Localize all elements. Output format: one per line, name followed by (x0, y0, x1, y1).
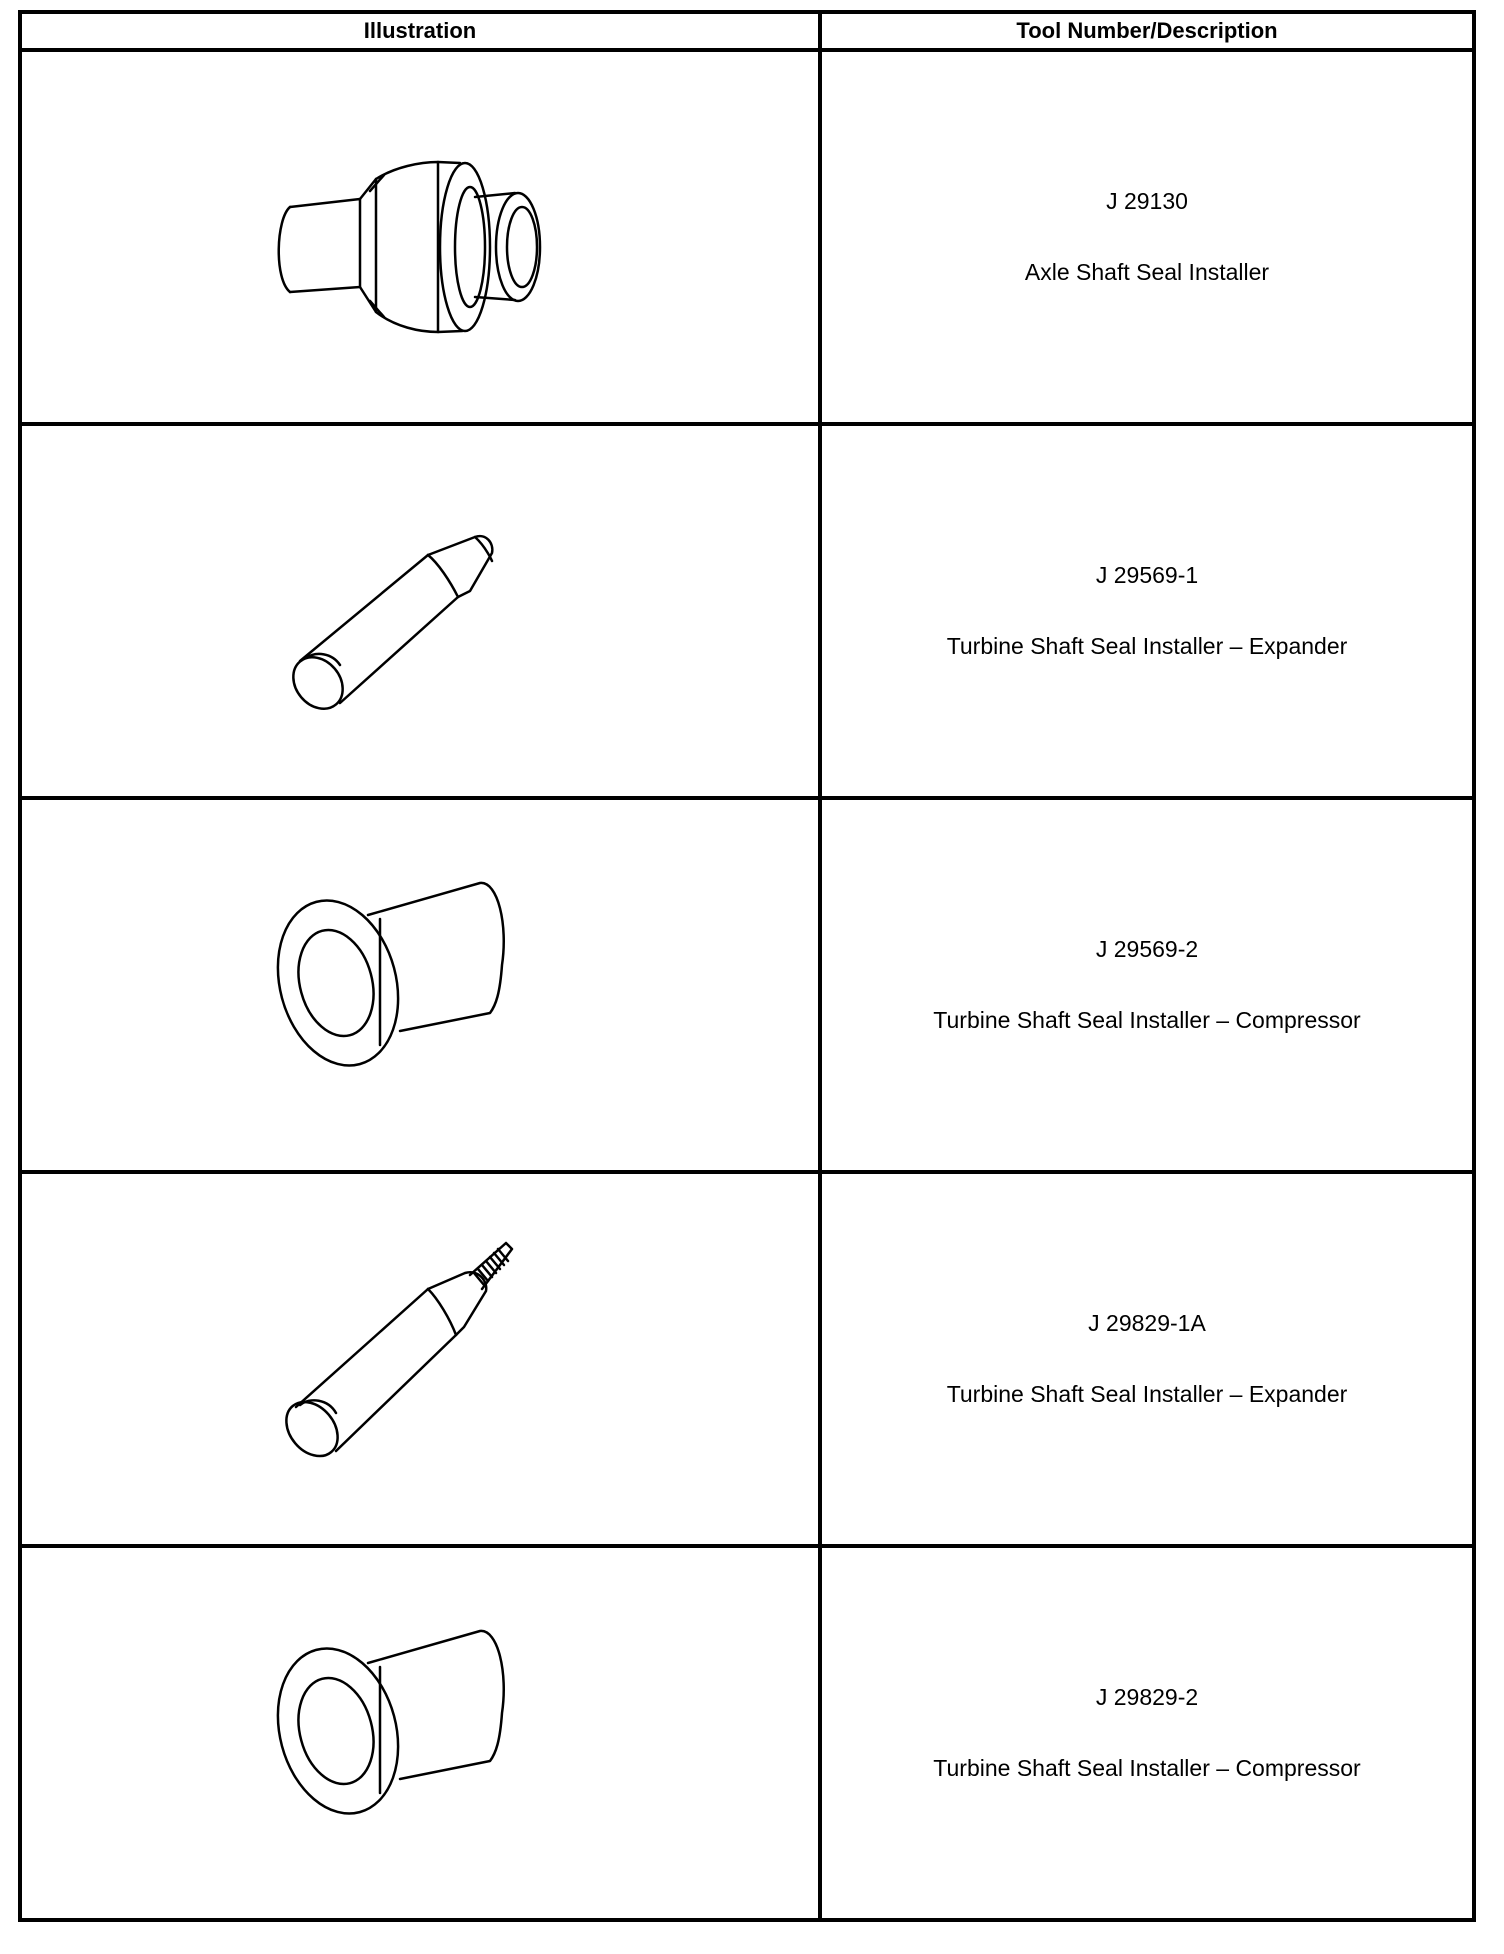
special-tools-table (18, 10, 1476, 1922)
illustration-cell (20, 798, 820, 1172)
tool-number: J 29569-1 (1095, 562, 1199, 588)
table-row (20, 798, 1474, 1172)
description-cell (820, 798, 1474, 1172)
description-cell (820, 1172, 1474, 1546)
tool-number: J 29829-2 (1095, 1684, 1199, 1710)
description-cell (820, 50, 1474, 424)
tool-description: Turbine Shaft Seal Installer – Expander (946, 1381, 1348, 1407)
tool-number: J 29569-2 (1095, 936, 1199, 962)
header-illustration: Illustration (20, 12, 820, 50)
description-cell (820, 424, 1474, 798)
tool-description: Turbine Shaft Seal Installer – Compressor (933, 1755, 1361, 1781)
header-row (20, 12, 1474, 50)
illustration-cell (20, 1172, 820, 1546)
tool-number: J 29130 (1106, 188, 1188, 214)
axle-shaft-seal-installer-icon (260, 107, 580, 367)
compressor-icon (260, 1603, 580, 1863)
tool-description: Turbine Shaft Seal Installer – Compressor (933, 1007, 1361, 1033)
table-row (20, 50, 1474, 424)
illustration-cell (20, 424, 820, 798)
tool-description: Turbine Shaft Seal Installer – Expander (946, 633, 1348, 659)
tool-description: Axle Shaft Seal Installer (1024, 259, 1270, 285)
header-tool: Tool Number/Description (820, 12, 1474, 50)
compressor-icon (260, 855, 580, 1115)
description-cell (820, 1546, 1474, 1920)
illustration-cell (20, 1546, 820, 1920)
table-row (20, 1172, 1474, 1546)
threaded-expander-icon (260, 1229, 580, 1489)
illustration-cell (20, 50, 820, 424)
table-row (20, 424, 1474, 798)
expander-icon (260, 481, 580, 741)
tool-number: J 29829-1A (1088, 1310, 1206, 1336)
table-row (20, 1546, 1474, 1920)
